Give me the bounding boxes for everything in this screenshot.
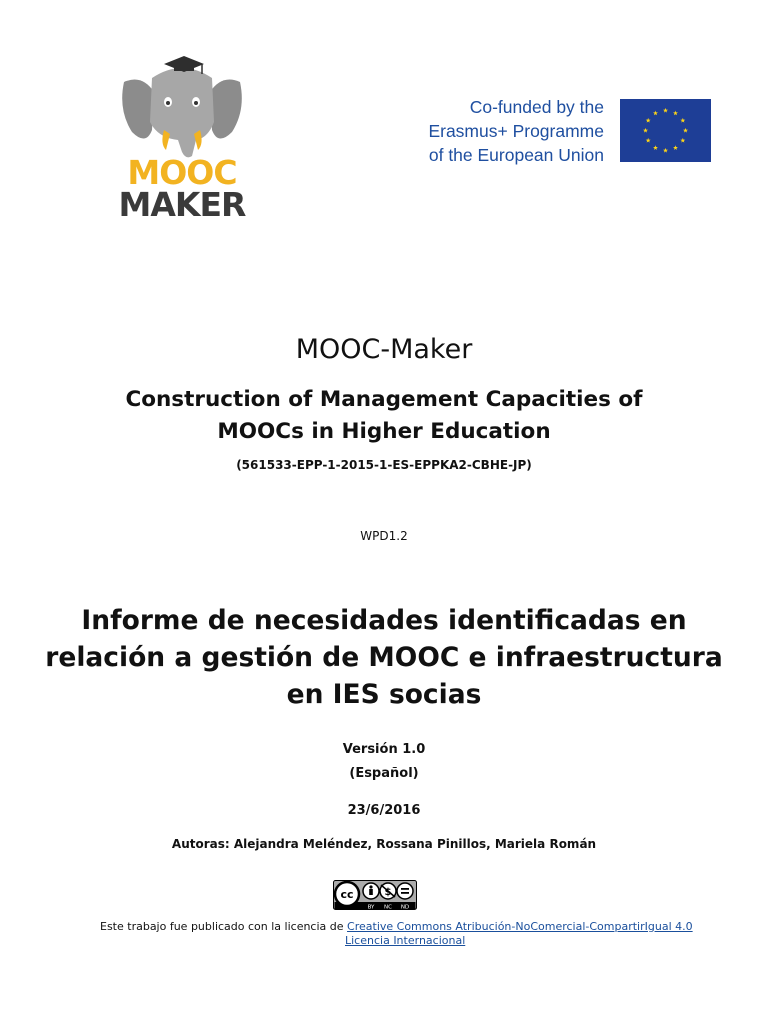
nd-icon xyxy=(397,883,413,899)
svg-text:BY: BY xyxy=(367,904,375,910)
erasmus-line-3: of the European Union xyxy=(428,145,604,165)
project-code: (561533-EPP-1-2015-1-ES-EPPKA2-CBHE-JP) xyxy=(236,458,532,472)
subtitle-line-2: MOOCs in Higher Education xyxy=(217,419,551,444)
svg-text:$: $ xyxy=(384,887,392,898)
svg-text:cc: cc xyxy=(340,888,354,901)
logo-word-maker: MAKER xyxy=(118,185,246,224)
report-title-line-2: relación a gestión de MOOC e infraestructura xyxy=(45,642,723,673)
erasmus-line-2: Erasmus+ Programme xyxy=(428,121,604,141)
version: Versión 1.0 xyxy=(342,742,426,757)
mooc-maker-logo xyxy=(112,52,252,224)
erasmus-cofunding-text xyxy=(428,95,604,167)
report-title-line-1: Informe de necesidades identificadas en xyxy=(81,605,687,636)
eu-flag-icon xyxy=(620,99,711,162)
page-title: MOOC-Maker xyxy=(295,334,473,365)
license-prefix: Este trabajo fue publicado con la licencia de xyxy=(100,920,348,933)
erasmus-line-1: Co-funded by the xyxy=(469,97,604,117)
report-title xyxy=(0,602,768,713)
authors: Autoras: Alejandra Meléndez, Rossana Pinillos, Mariela Román xyxy=(171,837,597,851)
license-notice xyxy=(100,920,693,947)
svg-text:NC: NC xyxy=(384,904,392,910)
license-link-international[interactable]: Licencia Internacional xyxy=(345,934,466,947)
logo-word-mooc: MOOC xyxy=(127,153,237,192)
subtitle xyxy=(0,384,768,448)
date: 23/6/2016 xyxy=(347,803,421,818)
cc-license-badge[interactable] xyxy=(333,880,417,910)
language: (Español) xyxy=(349,766,419,781)
license-link-cc[interactable]: Creative Commons Atribución-NoComercial-CompartirIgual 4.0 xyxy=(347,920,693,933)
subtitle-line-1: Construction of Management Capacities of xyxy=(125,387,643,412)
work-package: WPD1.2 xyxy=(360,529,408,543)
svg-text:ND: ND xyxy=(400,904,410,910)
elephant-icon xyxy=(112,52,252,162)
report-title-line-3: en IES socias xyxy=(286,679,482,710)
